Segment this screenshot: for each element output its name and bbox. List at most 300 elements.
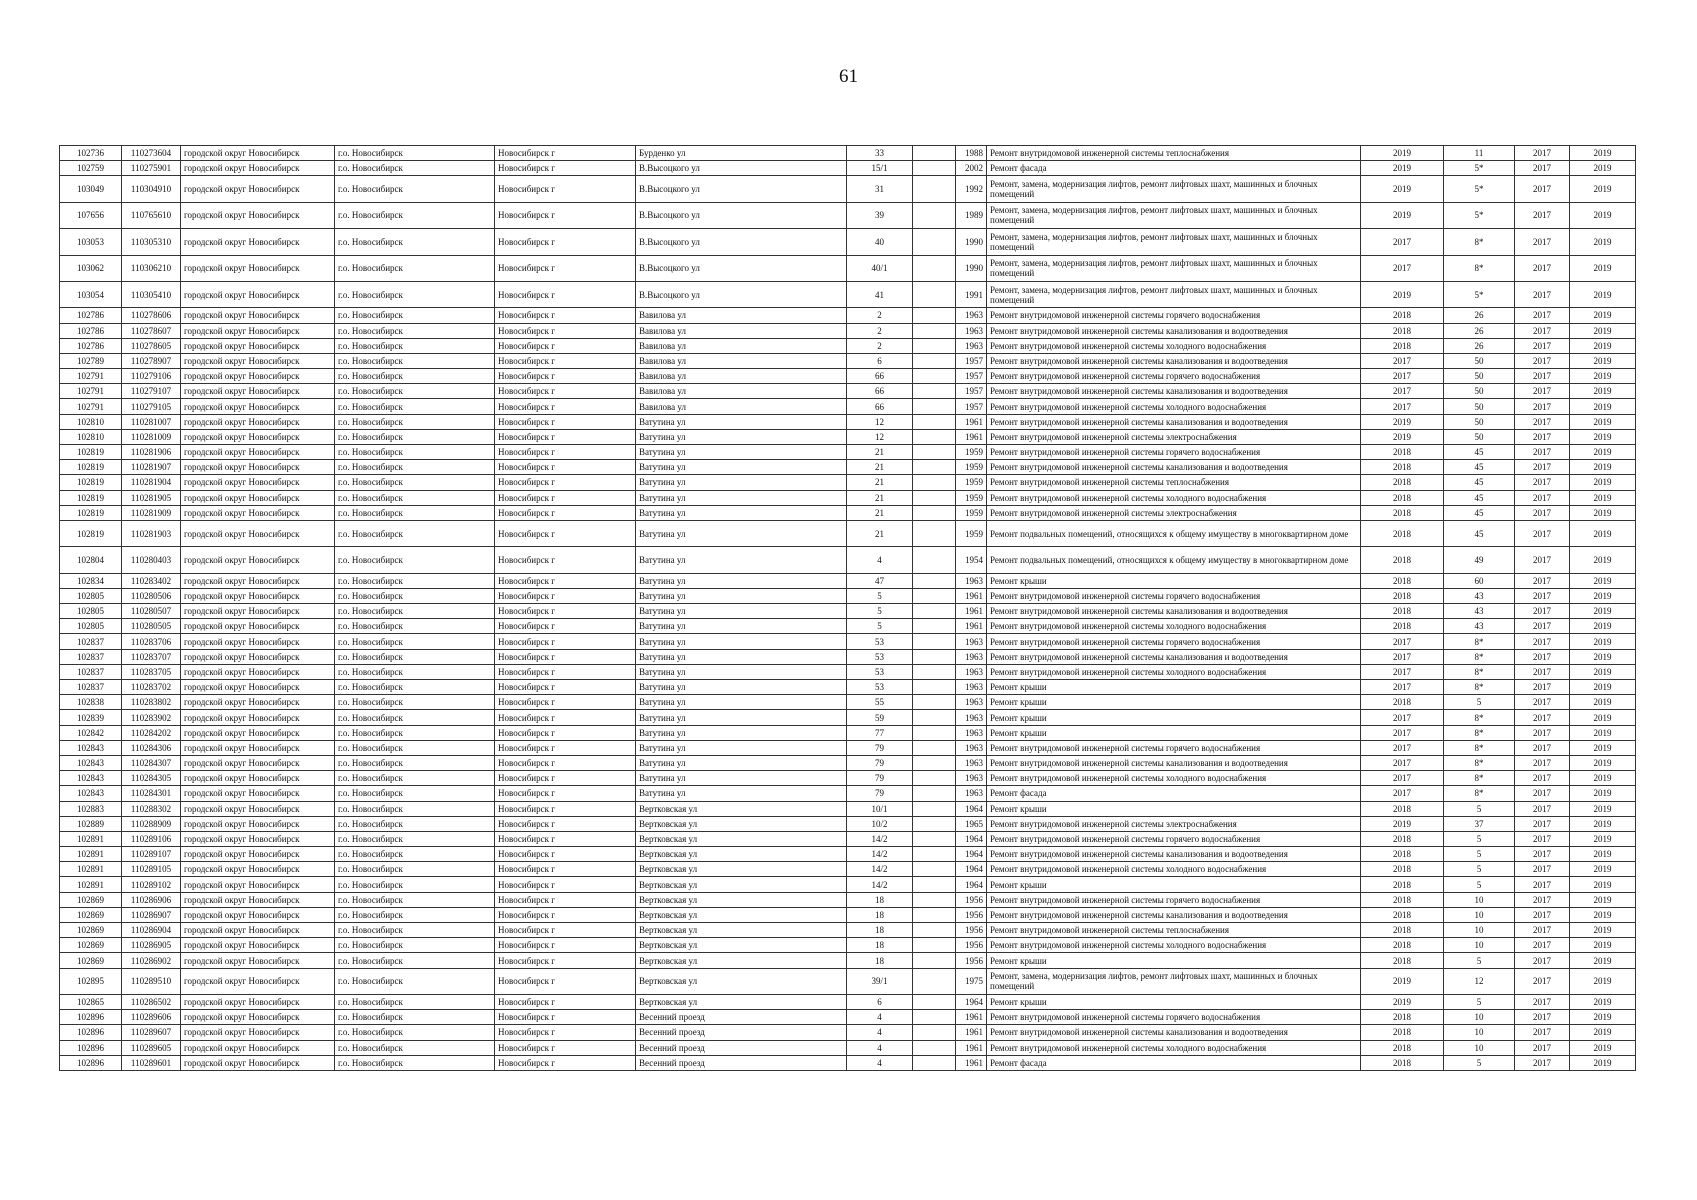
municipality-cell: г.о. Новосибирск — [335, 634, 495, 649]
house-id-cell: 102891 — [60, 831, 122, 846]
empty-cell — [913, 369, 956, 384]
value-cell: 8* — [1444, 725, 1515, 740]
work-code-cell: 110280506 — [122, 588, 181, 603]
period-start-cell: 2017 — [1515, 1010, 1570, 1025]
table-row — [60, 1055, 1636, 1070]
empty-cell — [913, 520, 956, 546]
work-code-cell: 110283402 — [122, 573, 181, 588]
house-id-cell: 102895 — [60, 968, 122, 994]
period-end-cell: 2019 — [1570, 1025, 1636, 1040]
period-start-cell: 2017 — [1515, 771, 1570, 786]
plan-year-cell: 2018 — [1361, 847, 1444, 862]
house-number-cell: 4 — [847, 1055, 913, 1070]
period-end-cell: 2019 — [1570, 831, 1636, 846]
period-start-cell: 2017 — [1515, 938, 1570, 953]
empty-cell — [913, 429, 956, 444]
municipality-cell: г.о. Новосибирск — [335, 281, 495, 307]
period-start-cell: 2017 — [1515, 384, 1570, 399]
house-id-cell: 102837 — [60, 634, 122, 649]
street-cell: Ватутина ул — [636, 664, 847, 679]
house-number-cell: 5 — [847, 588, 913, 603]
empty-cell — [913, 923, 956, 938]
house-id-cell: 102791 — [60, 399, 122, 414]
value-cell: 10 — [1444, 1010, 1515, 1025]
locality-cell: Новосибирск г — [495, 786, 636, 801]
build-year-cell: 1961 — [956, 1055, 987, 1070]
plan-year-cell: 2018 — [1361, 1025, 1444, 1040]
table-row — [60, 907, 1636, 922]
municipality-cell: г.о. Новосибирск — [335, 369, 495, 384]
plan-year-cell: 2018 — [1361, 1055, 1444, 1070]
work-code-cell: 110289606 — [122, 1010, 181, 1025]
value-cell: 5* — [1444, 161, 1515, 176]
municipality-cell: г.о. Новосибирск — [335, 573, 495, 588]
work-code-cell: 110281903 — [122, 520, 181, 546]
build-year-cell: 1959 — [956, 490, 987, 505]
value-cell: 45 — [1444, 505, 1515, 520]
locality-cell: Новосибирск г — [495, 445, 636, 460]
plan-year-cell: 2017 — [1361, 755, 1444, 770]
plan-year-cell: 2017 — [1361, 384, 1444, 399]
value-cell: 10 — [1444, 938, 1515, 953]
work-type-cell: Ремонт внутридомовой инженерной системы канализования и водоотведения — [987, 353, 1361, 368]
house-number-cell: 47 — [847, 573, 913, 588]
work-type-cell: Ремонт внутридомовой инженерной системы канализования и водоотведения — [987, 847, 1361, 862]
municipality-cell: г.о. Новосибирск — [335, 445, 495, 460]
district-cell: городской округ Новосибирск — [181, 634, 335, 649]
house-id-cell: 102819 — [60, 490, 122, 505]
work-code-cell: 110278607 — [122, 323, 181, 338]
period-start-cell: 2017 — [1515, 877, 1570, 892]
work-type-cell: Ремонт, замена, модернизация лифтов, ремонт лифтовых шахт, машинных и блочных помещений — [987, 968, 1361, 994]
period-start-cell: 2017 — [1515, 588, 1570, 603]
locality-cell: Новосибирск г — [495, 1025, 636, 1040]
house-id-cell: 102834 — [60, 573, 122, 588]
locality-cell: Новосибирск г — [495, 877, 636, 892]
period-end-cell: 2019 — [1570, 923, 1636, 938]
period-end-cell: 2019 — [1570, 892, 1636, 907]
street-cell: В.Высоцкого ул — [636, 281, 847, 307]
build-year-cell: 1963 — [956, 649, 987, 664]
house-id-cell: 102810 — [60, 414, 122, 429]
district-cell: городской округ Новосибирск — [181, 490, 335, 505]
work-type-cell: Ремонт внутридомовой инженерной системы горячего водоснабжения — [987, 892, 1361, 907]
build-year-cell: 1992 — [956, 176, 987, 202]
empty-cell — [913, 308, 956, 323]
value-cell: 50 — [1444, 353, 1515, 368]
house-id-cell: 102786 — [60, 308, 122, 323]
district-cell: городской округ Новосибирск — [181, 146, 335, 161]
empty-cell — [913, 1025, 956, 1040]
street-cell: В.Высоцкого ул — [636, 255, 847, 281]
locality-cell: Новосибирск г — [495, 176, 636, 202]
district-cell: городской округ Новосибирск — [181, 353, 335, 368]
work-type-cell: Ремонт внутридомовой инженерной системы горячего водоснабжения — [987, 369, 1361, 384]
municipality-cell: г.о. Новосибирск — [335, 520, 495, 546]
plan-year-cell: 2018 — [1361, 547, 1444, 573]
empty-cell — [913, 1040, 956, 1055]
district-cell: городской округ Новосибирск — [181, 710, 335, 725]
municipality-cell: г.о. Новосибирск — [335, 1040, 495, 1055]
work-code-cell: 110279106 — [122, 369, 181, 384]
house-id-cell: 102869 — [60, 907, 122, 922]
street-cell: Вертковская ул — [636, 847, 847, 862]
work-type-cell: Ремонт внутридомовой инженерной системы холодного водоснабжения — [987, 399, 1361, 414]
work-code-cell: 110283707 — [122, 649, 181, 664]
district-cell: городской округ Новосибирск — [181, 281, 335, 307]
work-type-cell: Ремонт внутридомовой инженерной системы электроснабжения — [987, 816, 1361, 831]
value-cell: 5 — [1444, 1055, 1515, 1070]
table-row — [60, 892, 1636, 907]
empty-cell — [913, 1010, 956, 1025]
table-row — [60, 1040, 1636, 1055]
municipality-cell: г.о. Новосибирск — [335, 146, 495, 161]
house-id-cell: 102843 — [60, 740, 122, 755]
street-cell: Вавилова ул — [636, 399, 847, 414]
table-row — [60, 1010, 1636, 1025]
work-code-cell: 110286502 — [122, 995, 181, 1010]
work-type-cell: Ремонт крыши — [987, 710, 1361, 725]
locality-cell: Новосибирск г — [495, 573, 636, 588]
work-type-cell: Ремонт внутридомовой инженерной системы канализования и водоотведения — [987, 460, 1361, 475]
period-end-cell: 2019 — [1570, 176, 1636, 202]
period-start-cell: 2017 — [1515, 255, 1570, 281]
district-cell: городской округ Новосибирск — [181, 695, 335, 710]
house-id-cell: 102839 — [60, 710, 122, 725]
work-type-cell: Ремонт фасада — [987, 161, 1361, 176]
value-cell: 50 — [1444, 384, 1515, 399]
house-number-cell: 14/2 — [847, 831, 913, 846]
period-start-cell: 2017 — [1515, 323, 1570, 338]
plan-year-cell: 2018 — [1361, 695, 1444, 710]
work-code-cell: 110289605 — [122, 1040, 181, 1055]
street-cell: Вертковская ул — [636, 892, 847, 907]
district-cell: городской округ Новосибирск — [181, 892, 335, 907]
district-cell: городской округ Новосибирск — [181, 547, 335, 573]
repair-program-table — [59, 145, 1636, 1071]
period-start-cell: 2017 — [1515, 740, 1570, 755]
municipality-cell: г.о. Новосибирск — [335, 907, 495, 922]
locality-cell: Новосибирск г — [495, 953, 636, 968]
table-row — [60, 445, 1636, 460]
value-cell: 37 — [1444, 816, 1515, 831]
work-code-cell: 110283702 — [122, 680, 181, 695]
table-row — [60, 877, 1636, 892]
build-year-cell: 1959 — [956, 445, 987, 460]
build-year-cell: 1988 — [956, 146, 987, 161]
empty-cell — [913, 399, 956, 414]
municipality-cell: г.о. Новосибирск — [335, 968, 495, 994]
value-cell: 8* — [1444, 649, 1515, 664]
district-cell: городской округ Новосибирск — [181, 968, 335, 994]
work-type-cell: Ремонт внутридомовой инженерной системы горячего водоснабжения — [987, 445, 1361, 460]
period-start-cell: 2017 — [1515, 573, 1570, 588]
work-type-cell: Ремонт внутридомовой инженерной системы канализования и водоотведения — [987, 1025, 1361, 1040]
table-row — [60, 323, 1636, 338]
table-row — [60, 923, 1636, 938]
empty-cell — [913, 862, 956, 877]
house-id-cell: 102804 — [60, 547, 122, 573]
house-id-cell: 102869 — [60, 938, 122, 953]
empty-cell — [913, 953, 956, 968]
build-year-cell: 1961 — [956, 588, 987, 603]
plan-year-cell: 2018 — [1361, 938, 1444, 953]
street-cell: Ватутина ул — [636, 429, 847, 444]
table-row — [60, 414, 1636, 429]
period-end-cell: 2019 — [1570, 695, 1636, 710]
period-end-cell: 2019 — [1570, 649, 1636, 664]
plan-year-cell: 2018 — [1361, 801, 1444, 816]
empty-cell — [913, 1055, 956, 1070]
work-type-cell: Ремонт, замена, модернизация лифтов, ремонт лифтовых шахт, машинных и блочных помещений — [987, 255, 1361, 281]
period-end-cell: 2019 — [1570, 384, 1636, 399]
municipality-cell: г.о. Новосибирск — [335, 710, 495, 725]
house-number-cell: 31 — [847, 176, 913, 202]
house-id-cell: 103062 — [60, 255, 122, 281]
work-type-cell: Ремонт внутридомовой инженерной системы электроснабжения — [987, 505, 1361, 520]
municipality-cell: г.о. Новосибирск — [335, 338, 495, 353]
table-row — [60, 740, 1636, 755]
period-start-cell: 2017 — [1515, 695, 1570, 710]
empty-cell — [913, 475, 956, 490]
empty-cell — [913, 323, 956, 338]
period-end-cell: 2019 — [1570, 907, 1636, 922]
work-type-cell: Ремонт, замена, модернизация лифтов, ремонт лифтовых шахт, машинных и блочных помещений — [987, 229, 1361, 255]
locality-cell: Новосибирск г — [495, 604, 636, 619]
house-number-cell: 39 — [847, 202, 913, 228]
district-cell: городской округ Новосибирск — [181, 664, 335, 679]
build-year-cell: 1957 — [956, 353, 987, 368]
house-number-cell: 10/2 — [847, 816, 913, 831]
work-type-cell: Ремонт внутридомовой инженерной системы горячего водоснабжения — [987, 588, 1361, 603]
period-start-cell: 2017 — [1515, 892, 1570, 907]
house-number-cell: 6 — [847, 353, 913, 368]
work-type-cell: Ремонт внутридомовой инженерной системы холодного водоснабжения — [987, 664, 1361, 679]
house-id-cell: 102789 — [60, 353, 122, 368]
plan-year-cell: 2019 — [1361, 995, 1444, 1010]
build-year-cell: 1959 — [956, 520, 987, 546]
value-cell: 43 — [1444, 604, 1515, 619]
empty-cell — [913, 353, 956, 368]
locality-cell: Новосибирск г — [495, 202, 636, 228]
plan-year-cell: 2018 — [1361, 573, 1444, 588]
period-end-cell: 2019 — [1570, 771, 1636, 786]
locality-cell: Новосибирск г — [495, 907, 636, 922]
house-number-cell: 2 — [847, 323, 913, 338]
period-end-cell: 2019 — [1570, 786, 1636, 801]
house-id-cell: 102736 — [60, 146, 122, 161]
build-year-cell: 1989 — [956, 202, 987, 228]
municipality-cell: г.о. Новосибирск — [335, 695, 495, 710]
build-year-cell: 1961 — [956, 1010, 987, 1025]
value-cell: 43 — [1444, 588, 1515, 603]
municipality-cell: г.о. Новосибирск — [335, 229, 495, 255]
locality-cell: Новосибирск г — [495, 353, 636, 368]
value-cell: 60 — [1444, 573, 1515, 588]
build-year-cell: 1961 — [956, 429, 987, 444]
district-cell: городской округ Новосибирск — [181, 740, 335, 755]
work-type-cell: Ремонт крыши — [987, 725, 1361, 740]
locality-cell: Новосибирск г — [495, 281, 636, 307]
locality-cell: Новосибирск г — [495, 338, 636, 353]
municipality-cell: г.о. Новосибирск — [335, 161, 495, 176]
house-number-cell: 66 — [847, 384, 913, 399]
plan-year-cell: 2018 — [1361, 460, 1444, 475]
house-number-cell: 18 — [847, 938, 913, 953]
house-id-cell: 102791 — [60, 369, 122, 384]
street-cell: Ватутина ул — [636, 604, 847, 619]
district-cell: городской округ Новосибирск — [181, 505, 335, 520]
value-cell: 26 — [1444, 338, 1515, 353]
house-id-cell: 102819 — [60, 520, 122, 546]
period-start-cell: 2017 — [1515, 664, 1570, 679]
locality-cell: Новосибирск г — [495, 1010, 636, 1025]
period-end-cell: 2019 — [1570, 475, 1636, 490]
table-row — [60, 755, 1636, 770]
locality-cell: Новосибирск г — [495, 938, 636, 953]
value-cell: 5* — [1444, 176, 1515, 202]
street-cell: Вавилова ул — [636, 323, 847, 338]
build-year-cell: 1957 — [956, 384, 987, 399]
build-year-cell: 1956 — [956, 907, 987, 922]
locality-cell: Новосибирск г — [495, 664, 636, 679]
period-end-cell: 2019 — [1570, 505, 1636, 520]
plan-year-cell: 2019 — [1361, 146, 1444, 161]
house-number-cell: 2 — [847, 308, 913, 323]
period-start-cell: 2017 — [1515, 862, 1570, 877]
period-start-cell: 2017 — [1515, 953, 1570, 968]
empty-cell — [913, 755, 956, 770]
work-type-cell: Ремонт внутридомовой инженерной системы холодного водоснабжения — [987, 338, 1361, 353]
house-number-cell: 4 — [847, 547, 913, 573]
municipality-cell: г.о. Новосибирск — [335, 862, 495, 877]
build-year-cell: 1963 — [956, 680, 987, 695]
value-cell: 5* — [1444, 281, 1515, 307]
build-year-cell: 1954 — [956, 547, 987, 573]
street-cell: Вертковская ул — [636, 816, 847, 831]
street-cell: Бурденко ул — [636, 146, 847, 161]
district-cell: городской округ Новосибирск — [181, 816, 335, 831]
period-end-cell: 2019 — [1570, 634, 1636, 649]
period-start-cell: 2017 — [1515, 968, 1570, 994]
value-cell: 8* — [1444, 680, 1515, 695]
street-cell: Ватутина ул — [636, 634, 847, 649]
house-id-cell: 102843 — [60, 755, 122, 770]
period-start-cell: 2017 — [1515, 281, 1570, 307]
district-cell: городской округ Новосибирск — [181, 1010, 335, 1025]
street-cell: Вавилова ул — [636, 308, 847, 323]
district-cell: городской округ Новосибирск — [181, 755, 335, 770]
municipality-cell: г.о. Новосибирск — [335, 1055, 495, 1070]
period-end-cell: 2019 — [1570, 547, 1636, 573]
value-cell: 26 — [1444, 323, 1515, 338]
municipality-cell: г.о. Новосибирск — [335, 547, 495, 573]
build-year-cell: 1959 — [956, 460, 987, 475]
work-code-cell: 110283706 — [122, 634, 181, 649]
period-end-cell: 2019 — [1570, 725, 1636, 740]
street-cell: Ватутина ул — [636, 445, 847, 460]
period-end-cell: 2019 — [1570, 877, 1636, 892]
period-end-cell: 2019 — [1570, 255, 1636, 281]
house-id-cell: 102896 — [60, 1040, 122, 1055]
build-year-cell: 1957 — [956, 369, 987, 384]
locality-cell: Новосибирск г — [495, 1040, 636, 1055]
municipality-cell: г.о. Новосибирск — [335, 680, 495, 695]
table-row — [60, 338, 1636, 353]
period-start-cell: 2017 — [1515, 520, 1570, 546]
value-cell: 43 — [1444, 619, 1515, 634]
empty-cell — [913, 771, 956, 786]
table-row — [60, 831, 1636, 846]
table-row — [60, 369, 1636, 384]
street-cell: Ватутина ул — [636, 619, 847, 634]
work-code-cell: 110286902 — [122, 953, 181, 968]
street-cell: Ватутина ул — [636, 786, 847, 801]
house-id-cell: 102891 — [60, 862, 122, 877]
table-row — [60, 229, 1636, 255]
street-cell: Ватутина ул — [636, 547, 847, 573]
locality-cell: Новосибирск г — [495, 475, 636, 490]
locality-cell: Новосибирск г — [495, 995, 636, 1010]
district-cell: городской округ Новосибирск — [181, 323, 335, 338]
street-cell: Ватутина ул — [636, 695, 847, 710]
period-start-cell: 2017 — [1515, 1055, 1570, 1070]
district-cell: городской округ Новосибирск — [181, 588, 335, 603]
locality-cell: Новосибирск г — [495, 520, 636, 546]
work-code-cell: 110280505 — [122, 619, 181, 634]
house-id-cell: 102837 — [60, 649, 122, 664]
table-row — [60, 847, 1636, 862]
house-id-cell: 102883 — [60, 801, 122, 816]
locality-cell: Новосибирск г — [495, 649, 636, 664]
house-number-cell: 12 — [847, 414, 913, 429]
work-type-cell: Ремонт крыши — [987, 995, 1361, 1010]
period-start-cell: 2017 — [1515, 475, 1570, 490]
period-start-cell: 2017 — [1515, 445, 1570, 460]
period-start-cell: 2017 — [1515, 801, 1570, 816]
period-end-cell: 2019 — [1570, 229, 1636, 255]
work-type-cell: Ремонт внутридомовой инженерной системы холодного водоснабжения — [987, 490, 1361, 505]
period-end-cell: 2019 — [1570, 755, 1636, 770]
house-id-cell: 102805 — [60, 619, 122, 634]
street-cell: Вертковская ул — [636, 801, 847, 816]
locality-cell: Новосибирск г — [495, 1055, 636, 1070]
district-cell: городской округ Новосибирск — [181, 801, 335, 816]
value-cell: 11 — [1444, 146, 1515, 161]
empty-cell — [913, 229, 956, 255]
house-id-cell: 102842 — [60, 725, 122, 740]
municipality-cell: г.о. Новосибирск — [335, 308, 495, 323]
empty-cell — [913, 710, 956, 725]
work-code-cell: 110289102 — [122, 877, 181, 892]
value-cell: 8* — [1444, 255, 1515, 281]
empty-cell — [913, 680, 956, 695]
street-cell: Ватутина ул — [636, 460, 847, 475]
period-start-cell: 2017 — [1515, 547, 1570, 573]
house-number-cell: 21 — [847, 505, 913, 520]
house-id-cell: 102896 — [60, 1025, 122, 1040]
work-type-cell: Ремонт внутридомовой инженерной системы канализования и водоотведения — [987, 907, 1361, 922]
empty-cell — [913, 968, 956, 994]
work-type-cell: Ремонт внутридомовой инженерной системы холодного водоснабжения — [987, 771, 1361, 786]
empty-cell — [913, 634, 956, 649]
plan-year-cell: 2017 — [1361, 725, 1444, 740]
street-cell: Вертковская ул — [636, 831, 847, 846]
period-start-cell: 2017 — [1515, 338, 1570, 353]
district-cell: городской округ Новосибирск — [181, 399, 335, 414]
period-end-cell: 2019 — [1570, 862, 1636, 877]
page-number: 61 — [839, 66, 858, 87]
